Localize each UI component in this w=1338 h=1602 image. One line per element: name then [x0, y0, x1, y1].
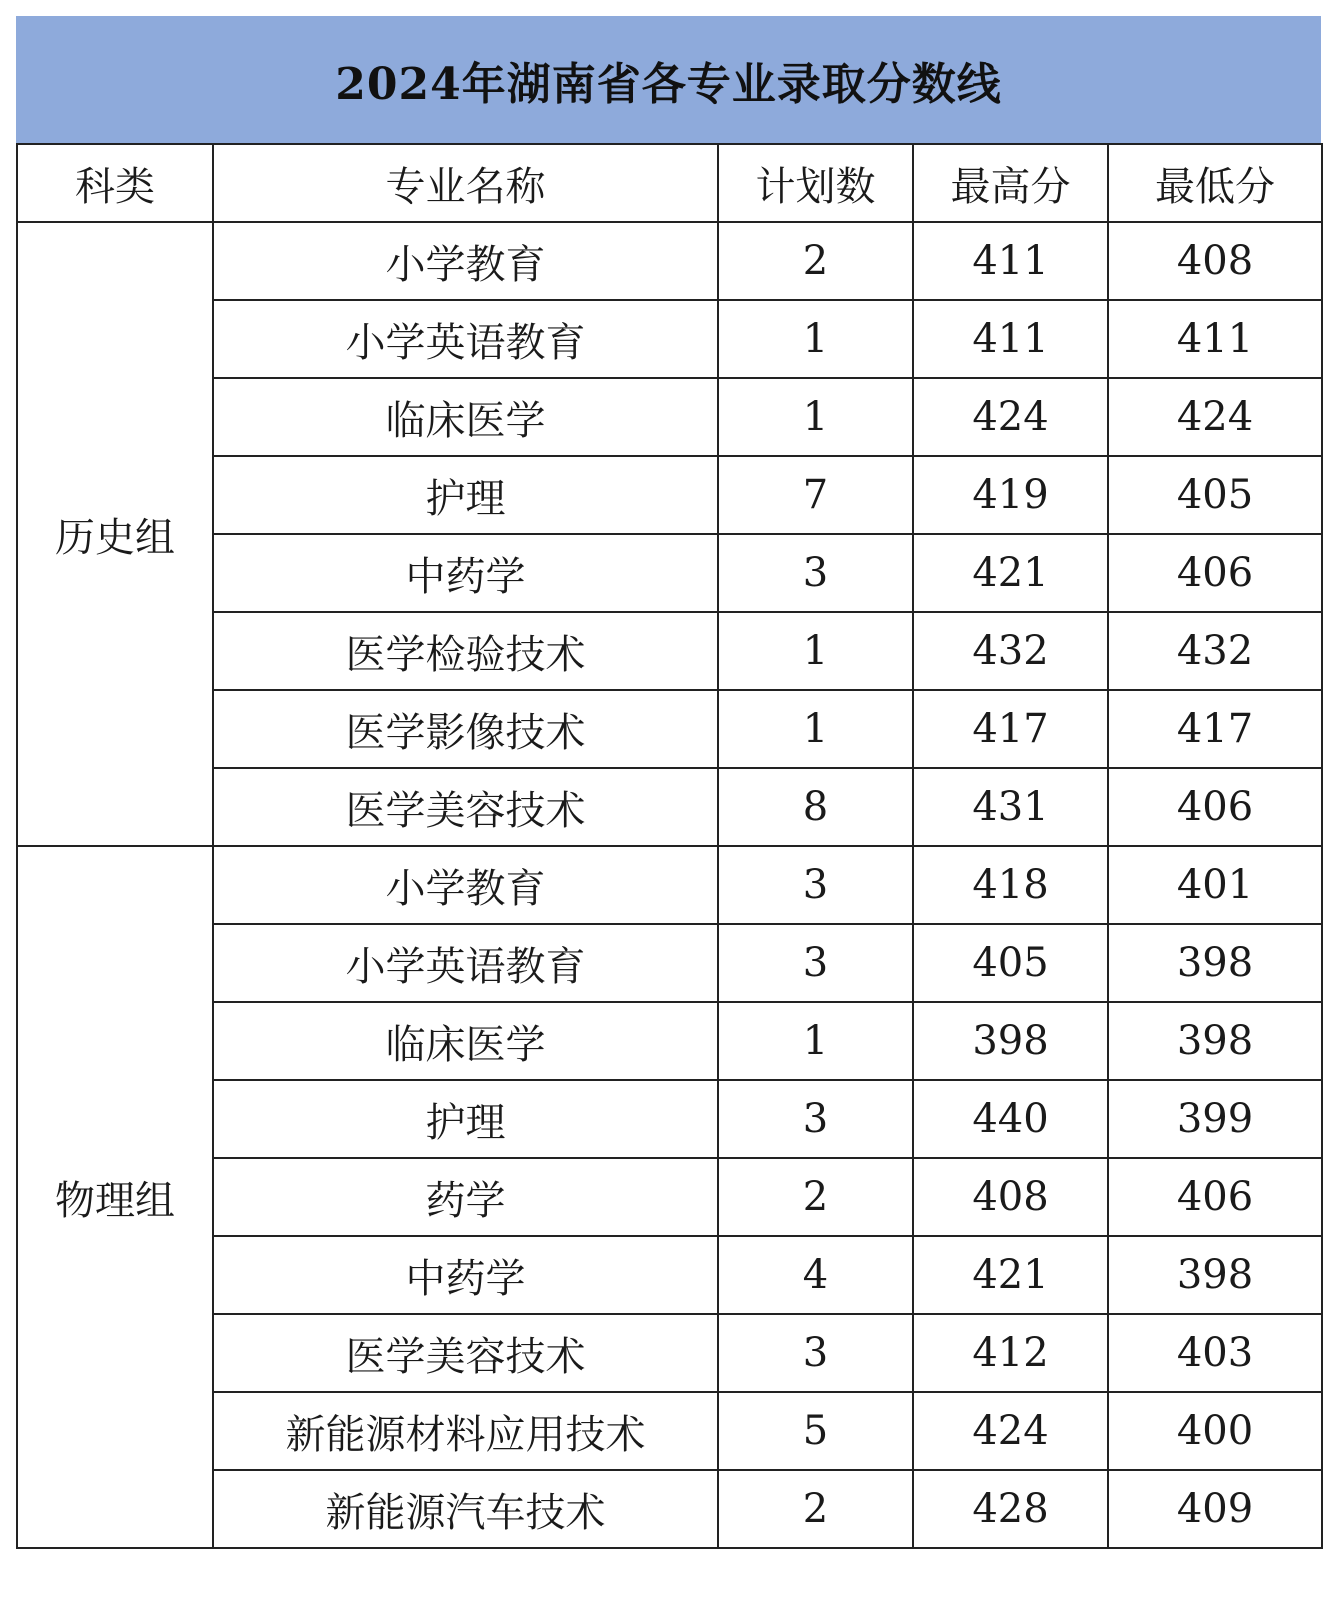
max-score-cell: 440 [913, 1080, 1108, 1158]
table-row [17, 690, 1322, 768]
plan-cell: 2 [718, 222, 913, 300]
table-row [17, 1392, 1322, 1470]
header-plan: 计划数 [718, 144, 913, 222]
major-cell: 药学 [213, 1158, 718, 1236]
header-row [17, 144, 1322, 222]
plan-cell: 3 [718, 1314, 913, 1392]
header-max-score: 最高分 [913, 144, 1108, 222]
plan-cell: 8 [718, 768, 913, 846]
table-row [17, 924, 1322, 1002]
min-score-cell: 398 [1108, 924, 1322, 1002]
plan-cell: 7 [718, 456, 913, 534]
plan-cell: 3 [718, 924, 913, 1002]
min-score-cell: 406 [1108, 768, 1322, 846]
category-cell: 历史组 [17, 222, 213, 846]
major-cell: 中药学 [213, 1236, 718, 1314]
max-score-cell: 398 [913, 1002, 1108, 1080]
major-cell: 临床医学 [213, 1002, 718, 1080]
max-score-cell: 417 [913, 690, 1108, 768]
min-score-cell: 399 [1108, 1080, 1322, 1158]
max-score-cell: 432 [913, 612, 1108, 690]
max-score-cell: 412 [913, 1314, 1108, 1392]
table-row [17, 1080, 1322, 1158]
plan-cell: 3 [718, 1080, 913, 1158]
max-score-cell: 421 [913, 534, 1108, 612]
max-score-cell: 424 [913, 1392, 1108, 1470]
major-cell: 医学美容技术 [213, 1314, 718, 1392]
table-row [17, 1470, 1322, 1548]
header-major: 专业名称 [213, 144, 718, 222]
table-row [17, 1158, 1322, 1236]
major-cell: 小学英语教育 [213, 924, 718, 1002]
min-score-cell: 403 [1108, 1314, 1322, 1392]
max-score-cell: 428 [913, 1470, 1108, 1548]
major-cell: 小学教育 [213, 846, 718, 924]
min-score-cell: 398 [1108, 1236, 1322, 1314]
min-score-cell: 405 [1108, 456, 1322, 534]
admission-score-table [16, 143, 1323, 1549]
min-score-cell: 417 [1108, 690, 1322, 768]
table-row [17, 378, 1322, 456]
table-row [17, 300, 1322, 378]
plan-cell: 3 [718, 534, 913, 612]
table-row [17, 846, 1322, 924]
plan-cell: 1 [718, 300, 913, 378]
min-score-cell: 406 [1108, 1158, 1322, 1236]
major-cell: 医学美容技术 [213, 768, 718, 846]
max-score-cell: 418 [913, 846, 1108, 924]
table-body [17, 222, 1322, 1548]
plan-cell: 5 [718, 1392, 913, 1470]
table-row [17, 534, 1322, 612]
major-cell: 护理 [213, 1080, 718, 1158]
table-row [17, 1002, 1322, 1080]
plan-cell: 3 [718, 846, 913, 924]
category-cell: 物理组 [17, 846, 213, 1548]
major-cell: 小学教育 [213, 222, 718, 300]
min-score-cell: 398 [1108, 1002, 1322, 1080]
table-row [17, 612, 1322, 690]
major-cell: 医学影像技术 [213, 690, 718, 768]
major-cell: 临床医学 [213, 378, 718, 456]
header-min-score: 最低分 [1108, 144, 1322, 222]
table-row [17, 456, 1322, 534]
major-cell: 小学英语教育 [213, 300, 718, 378]
table-row [17, 222, 1322, 300]
major-cell: 中药学 [213, 534, 718, 612]
min-score-cell: 409 [1108, 1470, 1322, 1548]
table-row [17, 1314, 1322, 1392]
max-score-cell: 408 [913, 1158, 1108, 1236]
max-score-cell: 424 [913, 378, 1108, 456]
min-score-cell: 432 [1108, 612, 1322, 690]
plan-cell: 1 [718, 690, 913, 768]
plan-cell: 1 [718, 612, 913, 690]
plan-cell: 4 [718, 1236, 913, 1314]
max-score-cell: 411 [913, 222, 1108, 300]
max-score-cell: 431 [913, 768, 1108, 846]
max-score-cell: 421 [913, 1236, 1108, 1314]
major-cell: 新能源汽车技术 [213, 1470, 718, 1548]
min-score-cell: 400 [1108, 1392, 1322, 1470]
plan-cell: 1 [718, 378, 913, 456]
header-category: 科类 [17, 144, 213, 222]
max-score-cell: 411 [913, 300, 1108, 378]
min-score-cell: 408 [1108, 222, 1322, 300]
min-score-cell: 406 [1108, 534, 1322, 612]
table-row [17, 1236, 1322, 1314]
max-score-cell: 405 [913, 924, 1108, 1002]
score-sheet [16, 16, 1321, 1549]
major-cell: 新能源材料应用技术 [213, 1392, 718, 1470]
major-cell: 医学检验技术 [213, 612, 718, 690]
page-title: 2024年湖南省各专业录取分数线 [16, 16, 1321, 143]
min-score-cell: 424 [1108, 378, 1322, 456]
min-score-cell: 411 [1108, 300, 1322, 378]
plan-cell: 2 [718, 1158, 913, 1236]
min-score-cell: 401 [1108, 846, 1322, 924]
plan-cell: 2 [718, 1470, 913, 1548]
max-score-cell: 419 [913, 456, 1108, 534]
table-row [17, 768, 1322, 846]
major-cell: 护理 [213, 456, 718, 534]
plan-cell: 1 [718, 1002, 913, 1080]
